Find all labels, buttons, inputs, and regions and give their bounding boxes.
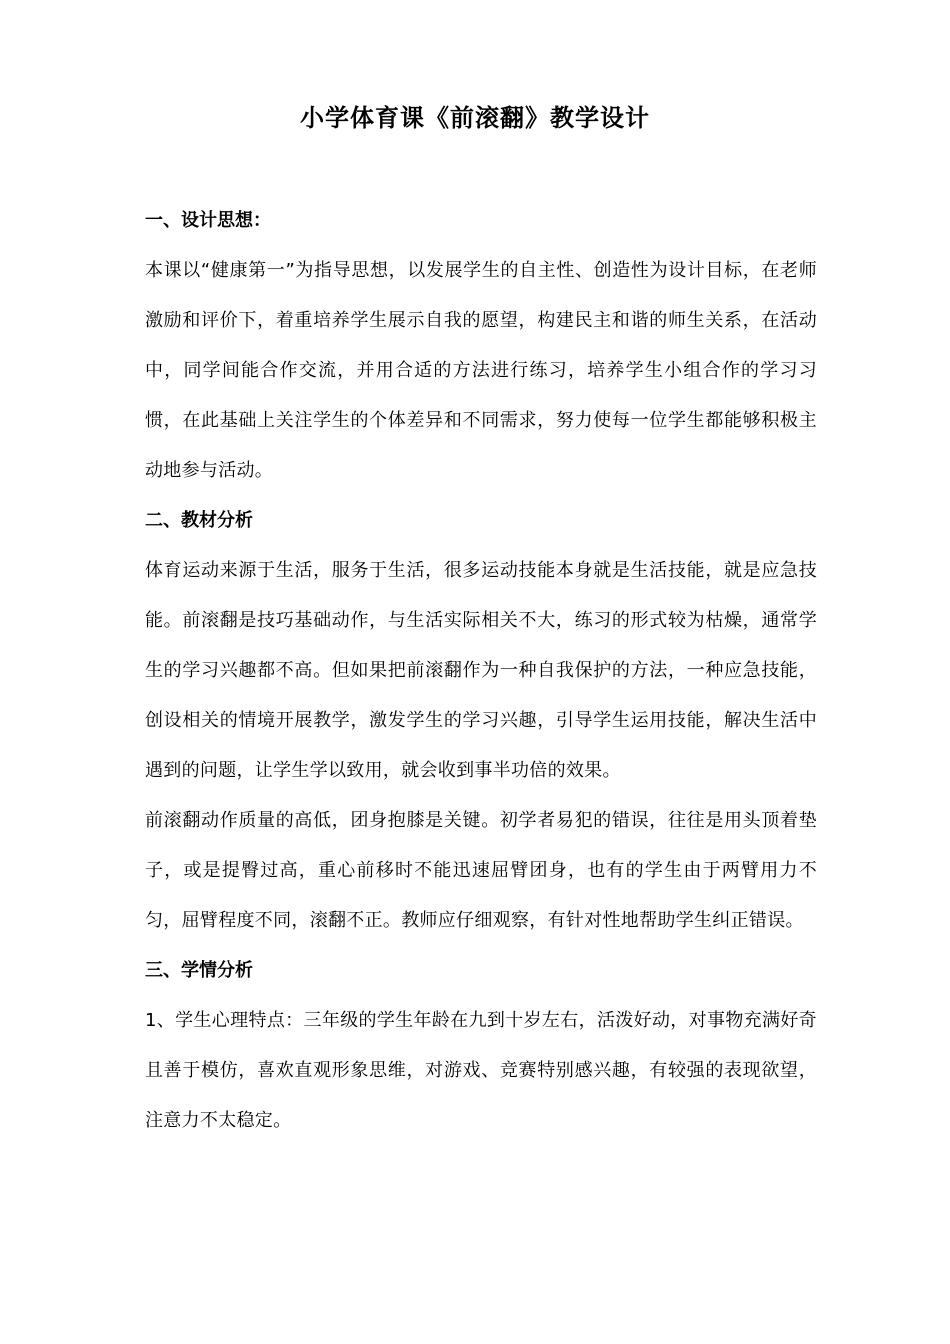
document-body [145, 196, 817, 1146]
section-paragraph: 1、学生心理特点：三年级的学生年龄在九到十岁左右，活泼好动，对事物充满好奇且善于模仿，喜欢直观形象思维，对游戏、竞赛特别感兴趣，有较强的表现欲望，注意力不太稳定。 [145, 1010, 817, 1131]
section-design-thinking [145, 196, 817, 496]
section-student-analysis [145, 946, 817, 1146]
document-title: 小学体育课《前滚翻》教学设计 [300, 104, 650, 132]
section-heading: 三、学情分析 [145, 960, 253, 981]
section-paragraph: 体育运动来源于生活，服务于生活，很多运动技能本身就是生活技能，就是应急技能。前滚翻是技巧基础动作，与生活实际相关不大，练习的形式较为枯燥，通常学生的学习兴趣都不高。但如果把前滚翻作为一种自我保护的方法，一种应急技能，创设相关的情境开展教学，激发学生的学习兴趣，引导学生运用技能，解决生活中遇到的问题，让学生学以致用，就会收到事半功倍的效果。 [145, 560, 817, 781]
section-heading: 一、设计思想： [145, 210, 271, 231]
section-paragraph: 前滚翻动作质量的高低，团身抱膝是关键。初学者易犯的错误，往往是用头顶着垫子，或是提臀过高，重心前移时不能迅速屈臂团身，也有的学生由于两臂用力不匀，屈臂程度不同，滚翻不正。教师应仔细观察，有针对性地帮助学生纠正错误。 [145, 810, 817, 931]
section-paragraph: 本课以“健康第一”为指导思想，以发展学生的自主性、创造性为设计目标，在老师激励和评价下，着重培养学生展示自我的愿望，构建民主和谐的师生关系，在活动中，同学间能合作交流，并用合适的方法进行练习，培养学生小组合作的学习习惯，在此基础上关注学生的个体差异和不同需求，努力使每一位学生都能够积极主动地参与活动。 [145, 260, 817, 481]
section-material-analysis [145, 496, 817, 946]
section-heading: 二、教材分析 [145, 510, 253, 531]
